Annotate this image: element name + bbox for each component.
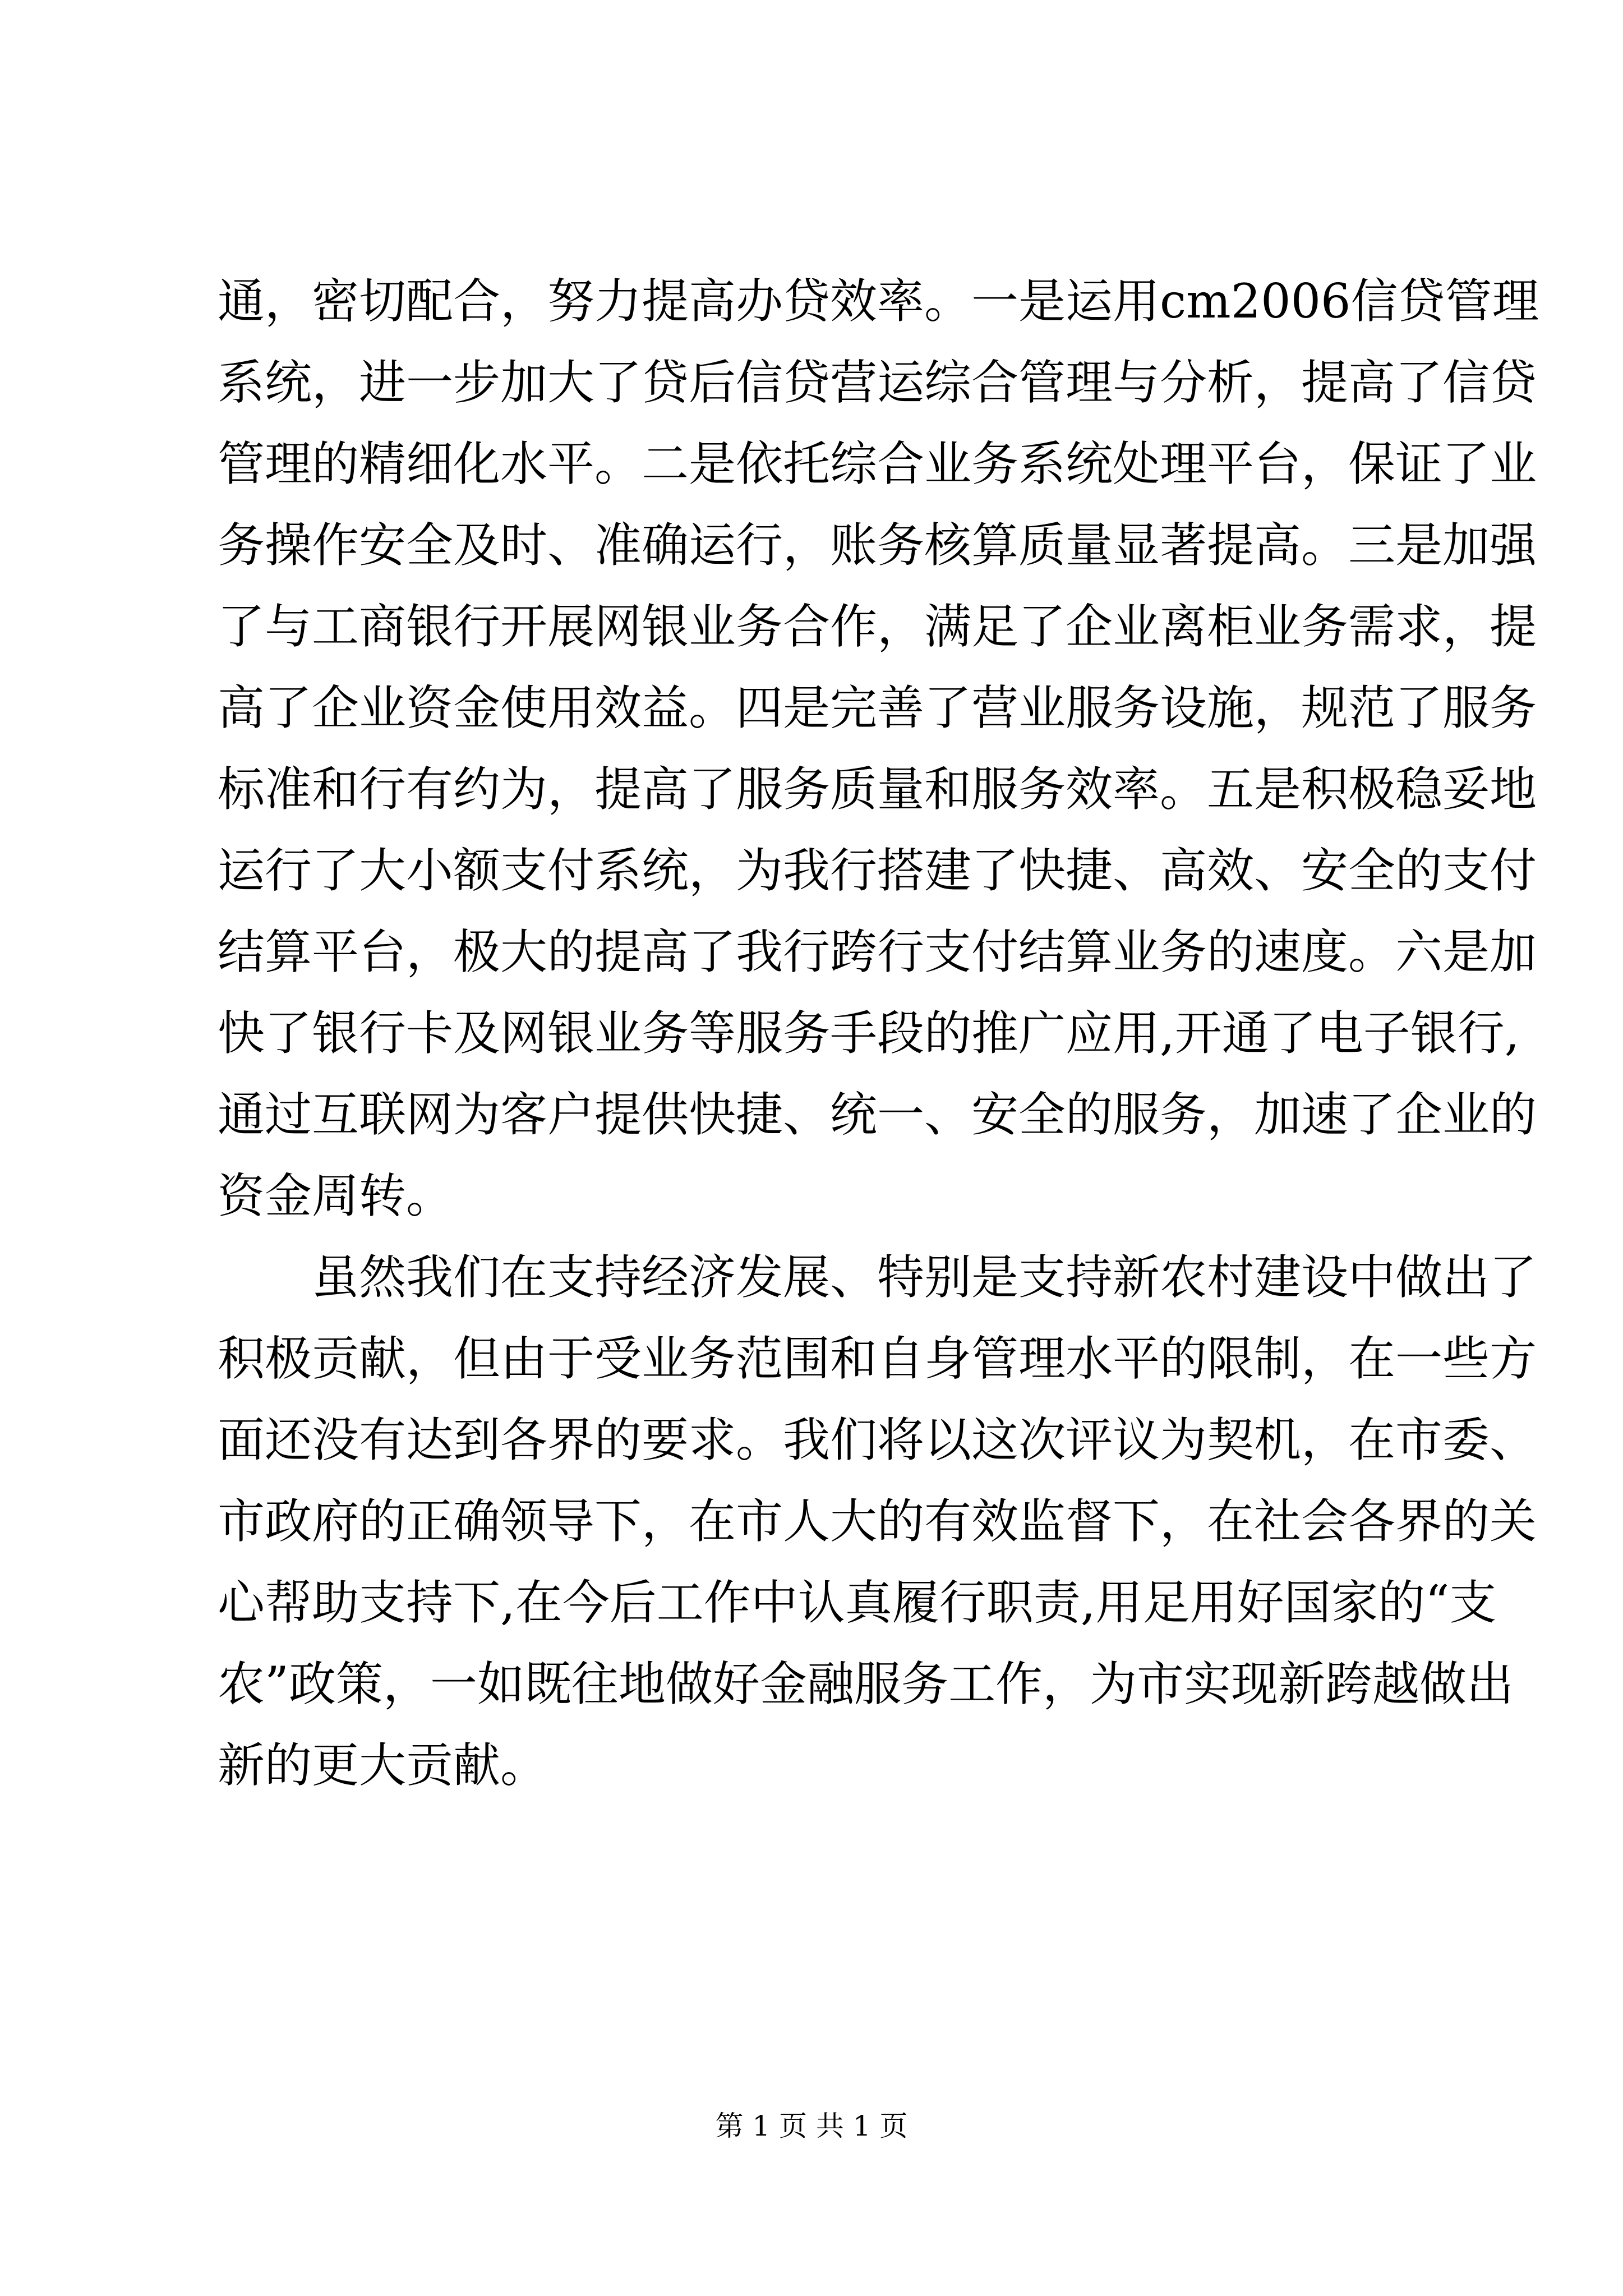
paragraph-1-line-1: 通，密切配合，努力提高办贷效率。一是运用cm2006信贷管理 [218,274,1539,329]
paragraph-2-line-4: 市政府的正确领导下，在市人大的有效监督下，在社会各界的关 [218,1494,1537,1549]
paragraph-1-line-7: 标准和行有约为，提高了服务质量和服务效率。五是积极稳妥地 [218,762,1537,817]
paragraph-1-line-3: 管理的精细化水平。二是依托综合业务系统处理平台，保证了业 [218,436,1537,491]
paragraph-1-line-12: 资金周转。 [218,1168,454,1223]
paragraph-1-line-8: 运行了大小额支付系统，为我行搭建了快捷、高效、安全的支付 [218,843,1537,898]
paragraph-1-line-9: 结算平台，极大的提高了我行跨行支付结算业务的速度。六是加 [218,924,1537,979]
page-footer: 第 1 页 共 1 页 [715,2110,908,2142]
paragraph-1-line-2: 系统，进一步加大了贷后信贷营运综合管理与分析，提高了信贷 [218,355,1537,410]
paragraph-1-line-4: 务操作安全及时、准确运行，账务核算质量显著提高。三是加强 [218,518,1537,573]
paragraph-2-line-1: 虽然我们在支持经济发展、特别是支持新农村建设中做出了 [312,1250,1537,1305]
paragraph-1-line-5: 了与工商银行开展网银业务合作，满足了企业离柜业务需求，提 [218,599,1537,654]
paragraph-2-line-3: 面还没有达到各界的要求。我们将以这次评议为契机，在市委、 [218,1412,1537,1467]
paragraph-2-line-5: 心帮助支持下,在今后工作中认真履行职责,用足用好国家的“支 [218,1575,1497,1630]
document-body [218,261,1539,1806]
paragraph-1-line-11: 通过互联网为客户提供快捷、统一、安全的服务，加速了企业的 [218,1087,1537,1142]
paragraph-1-line-10: 快了银行卡及网银业务等服务手段的推广应用,开通了电子银行, [218,1006,1520,1061]
paragraph-1-line-6: 高了企业资金使用效益。四是完善了营业服务设施，规范了服务 [218,680,1537,735]
paragraph-2-line-2: 积极贡献，但由于受业务范围和自身管理水平的限制，在一些方 [218,1331,1537,1386]
paragraph-2-line-6: 农”政策，一如既往地做好金融服务工作，为市实现新跨越做出 [218,1657,1514,1711]
paragraph-2-line-7: 新的更大贡献。 [218,1738,548,1793]
